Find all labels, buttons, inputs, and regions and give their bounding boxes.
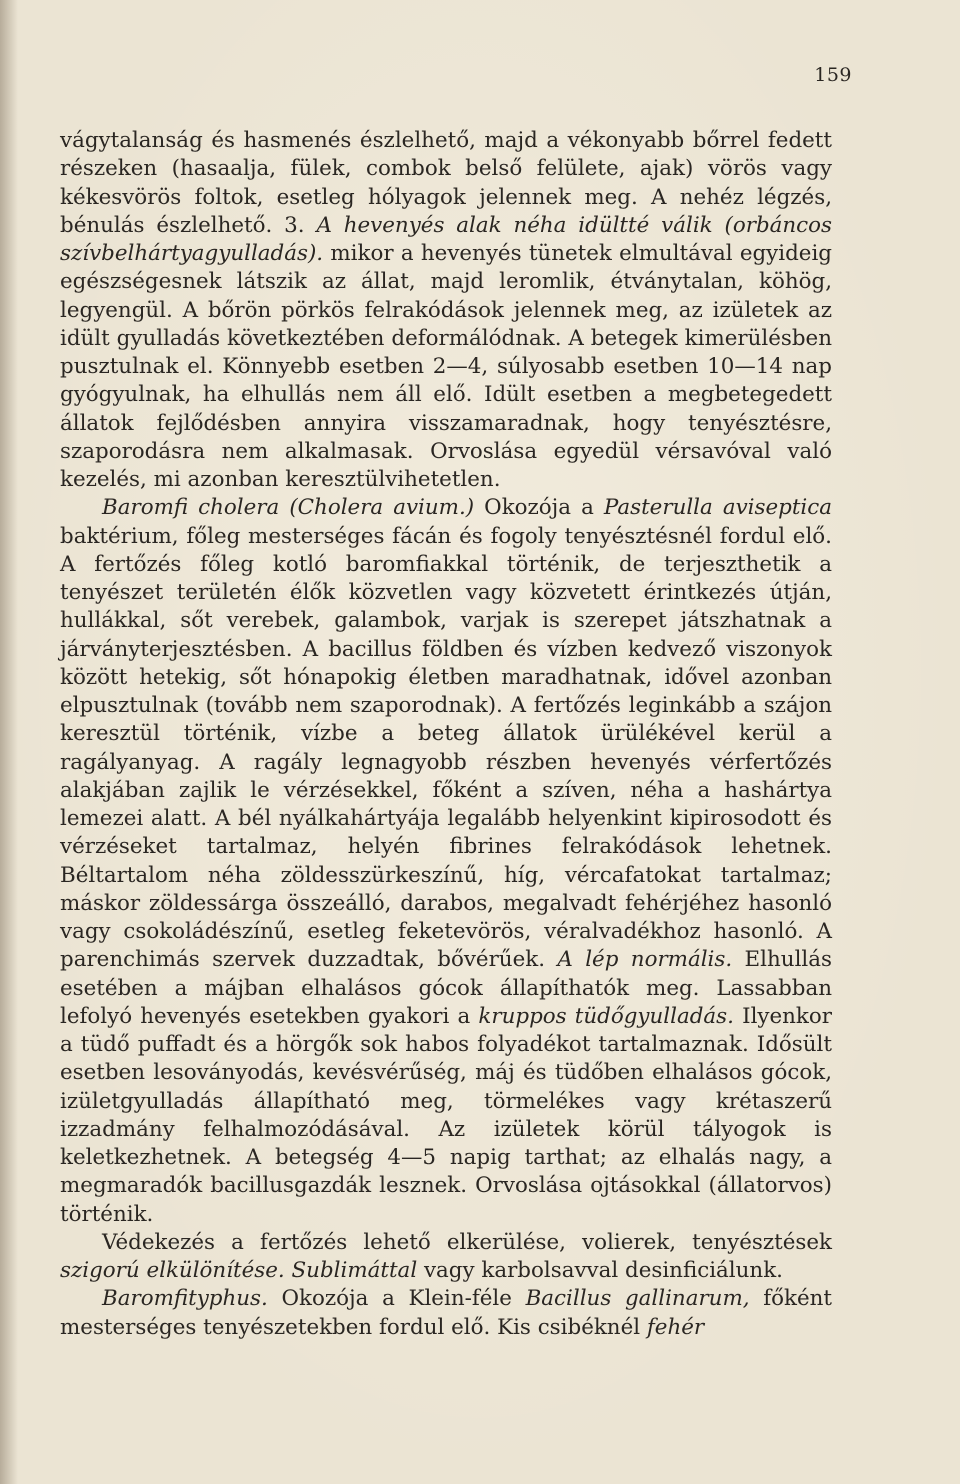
italic-text-run: kruppos tüdőgyulladás. [478,1003,734,1029]
italic-text-run: A lép normális. [557,947,733,973]
text-run: Okozója a [474,495,604,521]
text-run: baktérium, főleg mesterséges fácán és fogoly tenyésztésnél fordul elő. A fertőzés főleg kotló baromfiakkal történik, de terjeszthetik a tenyészet területén élők közvetlen vagy közvetett érintkezés útján, hullákkal, sőt verebek, galambok, varjak is szerepet játszhatnak a járványterjesztésben. A bacillus földben és vízben kedvező viszonyok között hetekig, sőt hónapokig életben maradhatnak, idővel azonban elpusztulnak (tovább nem szaporodnak). A fertőzés leginkább a szájon keresztül történik, vízbe a beteg állatok ürülékével kerül a ragályanyag. A ragály legnagyobb részben hevenyés vérfertőzés alakjában zajlik le vérzésekkel, főként a szíven, néha a hashártya lemezei alatt. A bél nyálkahártyája legalább helyenkint kipirosodott és vérzéseket tartalmaz, helyén fibrines felrakódások lehetnek. Béltartalom néha zöldesszürkeszínű, híg, vércafatokat tartalmaz; máskor zöldessárga összeálló, darabos, megalvadt fehérjéhez hasonló vagy csokoládészínű, esetleg feketevörös, véralvadékhoz hasonló. A parenchimás szervek duzzadtak, bővérűek. [60,523,832,973]
italic-text-run: Bacillus gallinarum, [525,1286,750,1312]
text-run: Ilyenkor a tüdő puffadt és a hörgők sok habos folyadékot tartalmaznak. Idősült esetben lesoványodás, kevésvérűség, máj és tüdőben elhalásos gócok, izületgyulladás állapítható meg, törmelékes vagy krétaszerű izzadmány felhalmozódásával. Az izületek körül tályogok is keletkezhetnek. A betegség 4—5 napig tarthat; az elhalás nagy, a megmaradók bacillusgazdák lesznek. Orvoslása ojtásokkal (állatorvos) történik. [60,1003,832,1227]
italic-text-run: Baromfi cholera (Cholera avium.) [102,495,475,521]
text-run: Védekezés a fertőzés lehető elkerülése, volierek, tenyésztések [102,1229,832,1255]
text-run: vagy karbolsavval desinficiálunk. [417,1258,783,1283]
paragraph [60,494,832,1229]
italic-text-run: szigorú elkülönítése. Sublimáttal [60,1258,418,1283]
italic-text-run: Pasterulla aviseptica [603,495,832,521]
italic-text-run: A hevenyés alak néha idültté válik (orbáncos szívbelhártyagyulladás). [60,212,832,266]
italic-text-run: fehér [646,1314,705,1340]
paragraph [60,1229,832,1286]
text-run: vágytalanság és hasmenés észlelhető, majd a vékonyabb bőrrel fedett részeken (hasaalja, fülek, combok belső felülete, ajak) vörös vagy kékesvörös foltok, esetleg hólyagok jelennek meg. A nehéz légzés, bénulás észlelhető. 3. [60,128,832,238]
text-run: mikor a hevenyés tünetek elmultával egyideig egészségesnek látszik az állat, majd leromlik, étványtalan, köhög, legyengül. A bőrön pörkös felrakódások jelennek meg, az izületek az idült gyulladás következtében deformálódnak. A betegek kimerülésben pusztulnak el. Könnyebb esetben 2—4, súlyosabb esetben 10—14 nap gyógyulnak, ha elhullás nem áll elő. Idült esetben a megbetegedett állatok fejlődésben annyira visszamaradnak, hogy tenyésztésre, szaporodásra nem alkalmasak. Orvoslása egyedül vérsavóval való kezelés, mi azonban keresztülvihetetlen. [60,241,832,492]
binding-shadow [0,0,18,1484]
text-run: Okozója a Klein-féle [267,1286,526,1312]
paragraph [60,127,832,494]
paragraph [60,1285,832,1342]
text-run: főként mesterséges tenyészetekben fordul elő. Kis csibéknél [60,1286,832,1340]
body-text [60,127,832,1342]
italic-text-run: Baromfityphus. [102,1286,268,1312]
page-number: 159 [814,64,852,86]
text-run: Elhullás esetében a májban elhalásos gócok állapíthatók meg. Lassabban lefolyó hevenyés esetekben gyakori a [60,947,832,1029]
